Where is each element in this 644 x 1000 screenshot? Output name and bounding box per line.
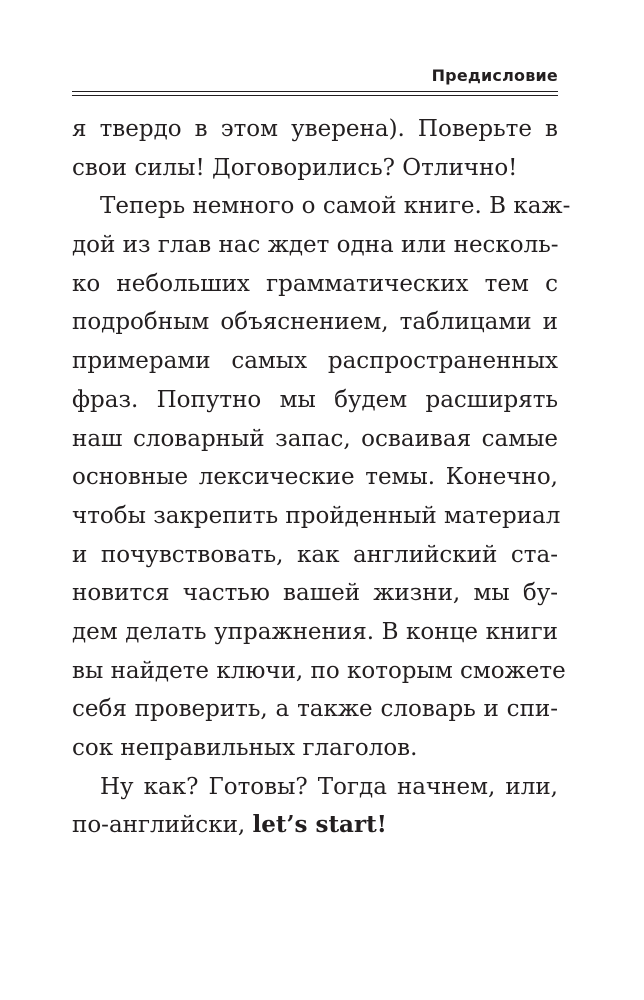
text-line: основные лексические темы. Конечно, [72,464,558,491]
text-line: фраз. Попутно мы будем расширять [72,386,558,413]
bold-phrase: let’s start! [252,811,387,839]
running-header: Предисловие [431,66,558,85]
header-rule [72,95,558,96]
text-line: сок неправильных глаголов. [72,735,418,761]
body-text [72,110,571,845]
text-line: и почувствовать, как английский ста- [72,541,558,568]
text-fragment: по-английски, [72,812,246,839]
text-line: примерами самых распространенных [72,348,558,375]
text-line: наш словарный запас, осваивая самые [72,425,558,452]
text-line: Теперь немного о самой книге. В каж- [100,193,571,220]
text-line: дой из глав нас ждет одна или несколь- [72,232,559,259]
text-line: дем делать упражнения. В конце книги [72,618,558,645]
text-line: я твердо в этом уверена). Поверьте в [72,116,558,142]
text-line: новится частью вашей жизни, мы бу- [72,580,558,607]
text-line: ко небольших грамматических тем с [72,270,558,297]
text-line: вы найдете ключи, по которым сможете [72,657,566,684]
text-line: подробным объяснением, таблицами и [72,309,558,336]
text-line [72,806,558,845]
text-line: свои силы! Договорились? Отлично! [72,154,518,181]
text-line: Ну как? Готовы? Тогда начнем, или, [100,773,558,800]
text-line: чтобы закрепить пройденный материал [72,502,561,529]
header-rule [72,91,558,92]
text-line: себя проверить, а также словарь и спи- [72,696,558,723]
